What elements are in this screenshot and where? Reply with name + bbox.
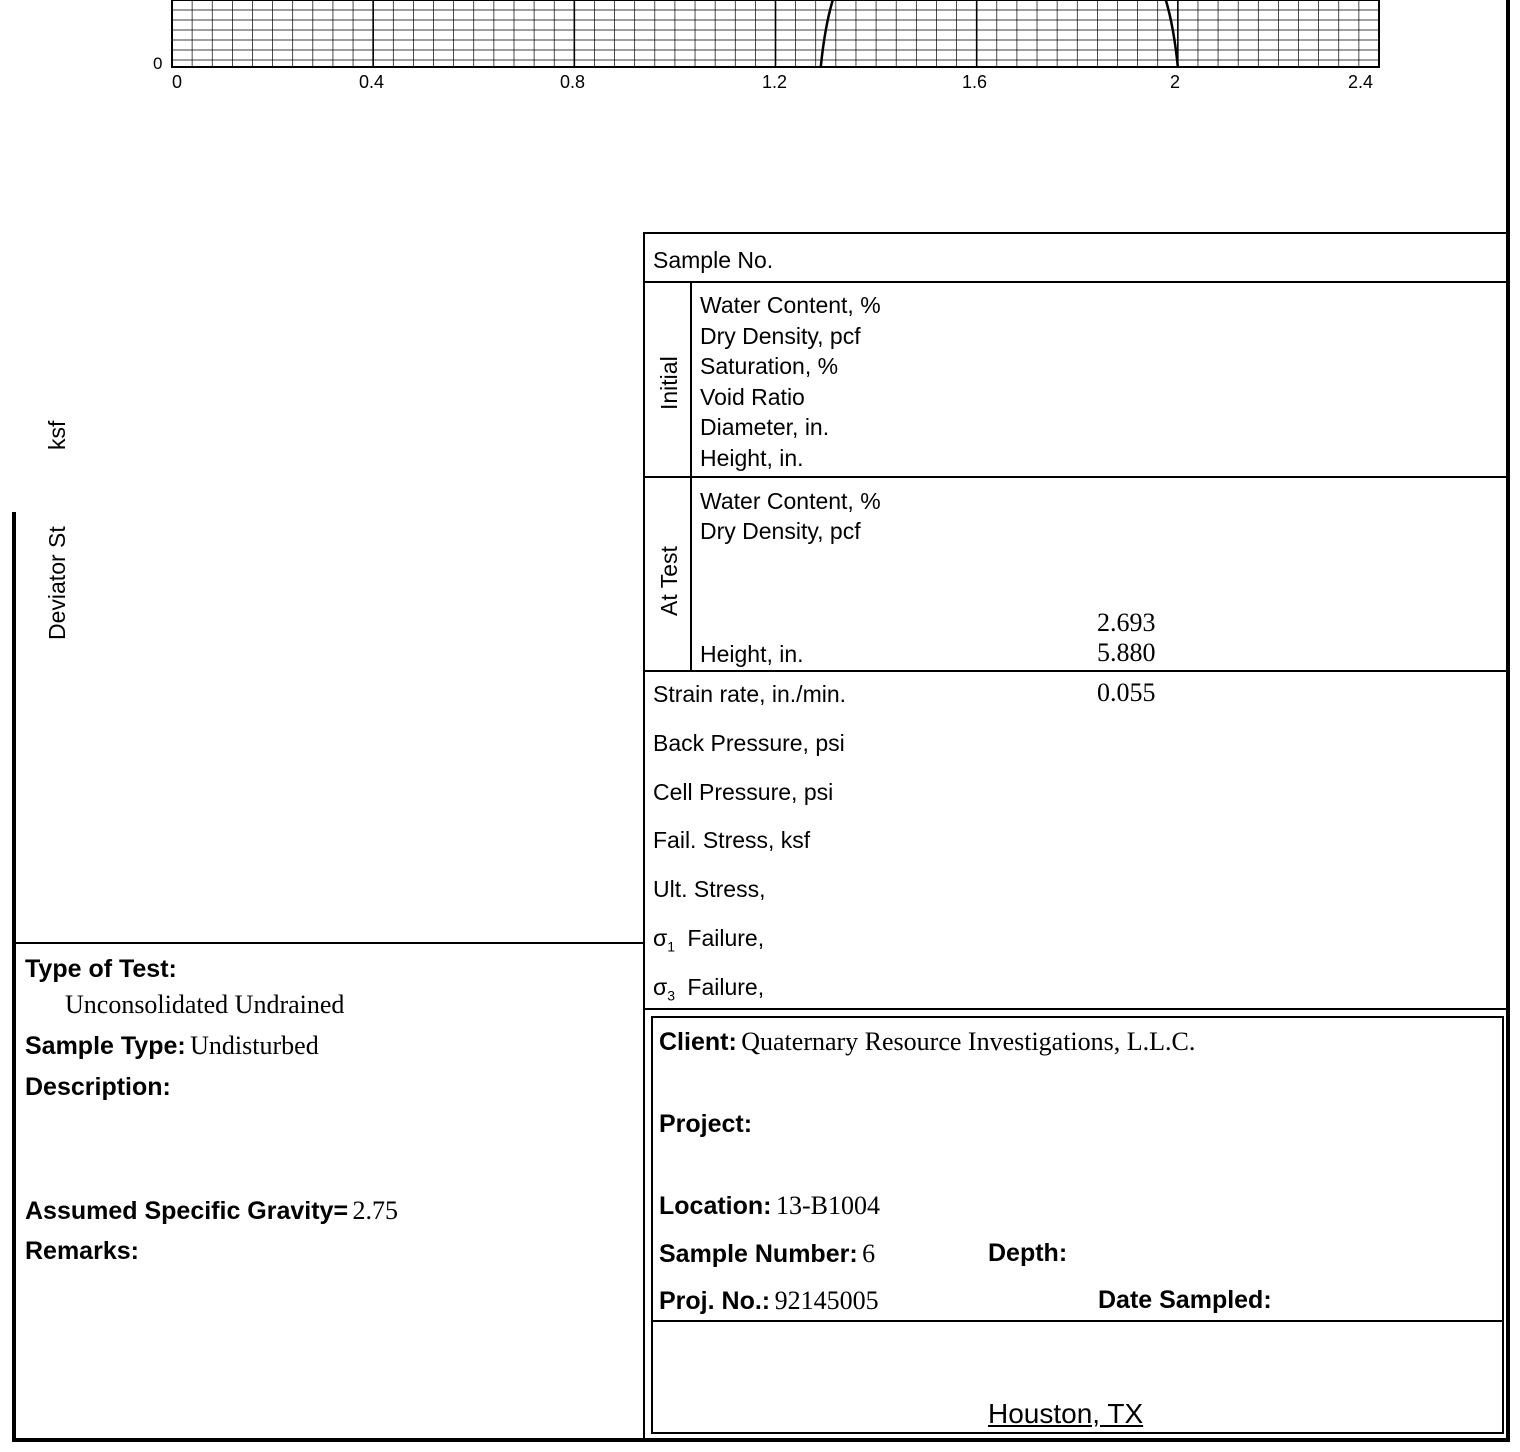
initial-row-void-ratio: Void Ratio	[700, 384, 805, 410]
right-border	[1506, 0, 1510, 1442]
date-sampled-label: Date Sampled:	[1098, 1286, 1272, 1314]
sample-type-line	[25, 1031, 319, 1061]
initial-group-label: Initial	[656, 356, 682, 410]
initial-row-diameter: Diameter, in.	[700, 414, 830, 440]
y-axis-title-label: Deviator St	[44, 526, 70, 640]
type-of-test-value: Unconsolidated Undrained	[65, 990, 345, 1019]
table-divider-attest	[643, 670, 1508, 672]
sigma3-text: Failure,	[687, 974, 765, 1000]
x-tick-label-0: 0	[172, 72, 183, 92]
back-pressure-label: Back Pressure, psi	[653, 730, 845, 756]
x-tick-label-5: 2	[1170, 72, 1181, 92]
table-bottom-border	[643, 1008, 1508, 1010]
client-box	[651, 1016, 1504, 1434]
location-value: 13-B1004	[775, 1191, 880, 1220]
y-tick-label-0: 0	[153, 54, 163, 73]
attest-row-dry-density: Dry Density, pcf	[700, 518, 861, 544]
proj-no-line	[659, 1286, 879, 1316]
chart-grid	[172, 0, 1379, 67]
x-tick-label-1: 0.4	[359, 72, 385, 92]
sigma3-symbol: σ	[653, 974, 668, 1000]
specific-gravity-label: Assumed Specific Gravity=	[25, 1197, 349, 1225]
attest-row-height: Height, in.	[700, 641, 804, 667]
initial-row-water-content: Water Content, %	[700, 292, 881, 318]
sigma1-text: Failure,	[687, 925, 765, 951]
sample-number-line	[659, 1239, 875, 1269]
sigma3-failure-label	[653, 974, 764, 1004]
description-label: Description:	[25, 1073, 171, 1101]
proj-no-label: Proj. No.:	[659, 1287, 771, 1315]
x-tick-label-6: 2.4	[1348, 72, 1374, 92]
specific-gravity-value: 2.75	[352, 1196, 399, 1225]
x-tick-label-4: 1.6	[962, 72, 988, 92]
strain-rate-value: 0.055	[1097, 678, 1156, 707]
ult-stress-label: Ult. Stress,	[653, 876, 766, 902]
remarks-label: Remarks:	[25, 1237, 139, 1265]
y-axis-unit-label: ksf	[44, 420, 70, 450]
type-of-test-label: Type of Test:	[25, 955, 177, 983]
sample-number-label: Sample Number:	[659, 1240, 858, 1268]
group-column-divider	[690, 281, 692, 671]
initial-row-height: Height, in.	[700, 445, 804, 471]
cell-pressure-label: Cell Pressure, psi	[653, 779, 834, 805]
table-divider-initial	[643, 476, 1508, 478]
table-divider-sample	[643, 281, 1508, 283]
fail-stress-label: Fail. Stress, ksf	[653, 827, 811, 853]
left-border	[12, 512, 16, 1442]
mohr-circle-chart	[0, 0, 1520, 100]
sample-no-label: Sample No.	[653, 247, 774, 273]
sample-type-label: Sample Type:	[25, 1032, 186, 1060]
client-box-divider	[651, 1320, 1502, 1322]
client-label: Client:	[659, 1028, 737, 1056]
sigma3-subscript: 3	[667, 987, 675, 1004]
specific-gravity-line	[25, 1196, 398, 1226]
proj-no-value: 92145005	[774, 1286, 879, 1315]
sigma1-failure-label	[653, 925, 764, 955]
info-top-divider	[16, 942, 644, 944]
client-value: Quaternary Resource Investigations, L.L.C.	[741, 1027, 1196, 1056]
location-line	[659, 1191, 880, 1221]
depth-label: Depth:	[988, 1239, 1068, 1267]
location-label: Location:	[659, 1192, 772, 1220]
attest-diameter-value: 2.693	[1097, 608, 1156, 637]
strain-rate-label: Strain rate, in./min.	[653, 681, 847, 707]
sigma1-subscript: 1	[667, 938, 675, 955]
initial-row-saturation: Saturation, %	[700, 353, 839, 379]
sample-type-value: Undisturbed	[190, 1031, 319, 1060]
attest-group-label: At Test	[656, 546, 682, 616]
table-left-border	[643, 232, 645, 1440]
sigma1-symbol: σ	[653, 925, 668, 951]
attest-row-water-content: Water Content, %	[700, 488, 881, 514]
project-label: Project:	[659, 1110, 753, 1138]
attest-height-value: 5.880	[1097, 638, 1156, 667]
client-line	[659, 1027, 1195, 1057]
bottom-border	[12, 1438, 1510, 1442]
table-top-border	[643, 232, 1508, 234]
x-tick-label-3: 1.2	[762, 72, 788, 92]
sample-number-value: 6	[862, 1239, 876, 1268]
x-tick-label-2: 0.8	[560, 72, 586, 92]
city-label: Houston, TX	[988, 1398, 1144, 1429]
initial-row-dry-density: Dry Density, pcf	[700, 323, 861, 349]
